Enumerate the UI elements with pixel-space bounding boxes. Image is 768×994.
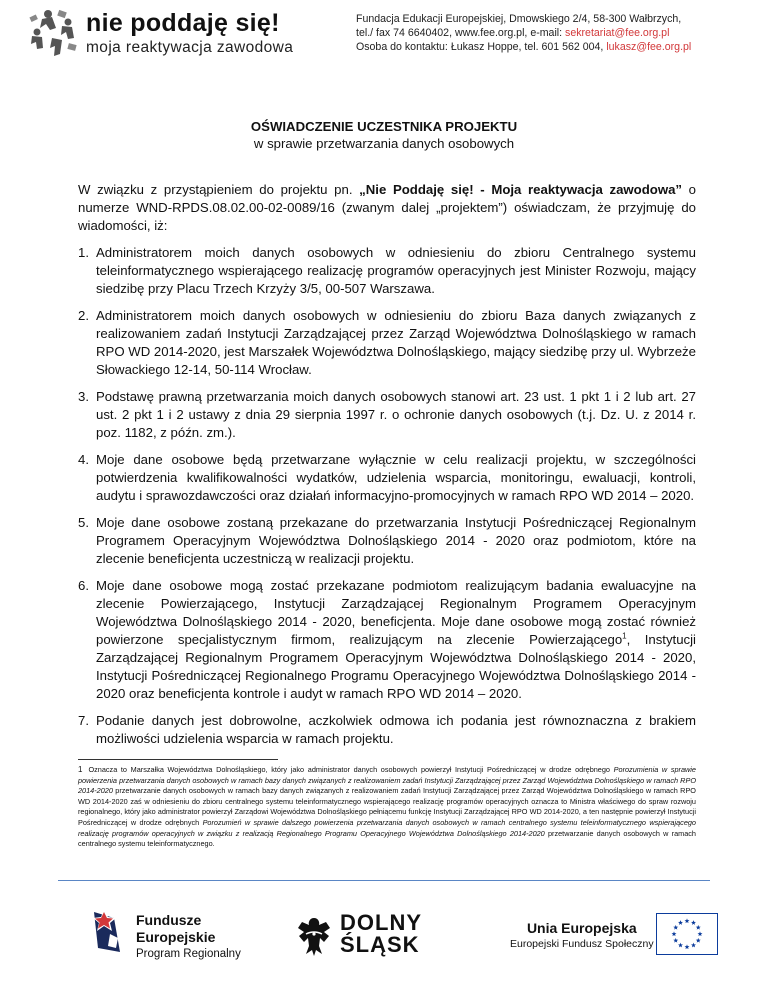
footnote-text: przetwarzanie danych osobowych w ramach bazy danych związanych z realizowaniem zadań Instytucji Zarządzającej przez Zarząd Województwa Dolnośląskiego w ramach RPO WD 2014-2020 zaś w odniesieniu do zbioru centralnego systemu teleinformatycznego wspierającego realizację programów operacyjnych oznacza to Ministra właściwego do spraw rozwoju regionalnego, który jako administrator powierzył Zarządowi Województwa Dolnośląskiego pełniącemu funkcję Instytucji Zarządzającej RPO WD 2014-2020, a ten następnie powierzył Instytucji Pośredniczącej w drodze odrębnych	[78, 786, 696, 827]
fe-line2: Europejskie	[136, 929, 216, 945]
footnote	[78, 765, 696, 850]
list-item-number: 6.	[78, 578, 89, 593]
fundusze-europejskie-logo	[136, 912, 241, 963]
list-item-text: Podanie danych jest dobrowolne, aczkolwiek odmowa ich podania jest równoznaczna z brakiem możliwości udzielenia wsparcia w ramach projektu.	[96, 713, 696, 746]
list-item	[78, 244, 696, 298]
footnote-italic-text: Porozumień w sprawie dalszego powierzenia przetwarzania danych osobowych w ramach centralnego systemu teleinformatycznego wspierającego realizację programów operacyjnych w związku z realizacją Regionalnego Programu Operacyjnego Województwa Dolnośląskiego 2014-2020	[78, 817, 696, 838]
footnote-reference[interactable]: 1	[622, 631, 627, 641]
email-link-sekretariat[interactable]: sekretariat@fee.org.pl	[565, 27, 670, 39]
list-item-number: 1.	[78, 245, 89, 260]
list-item-number: 7.	[78, 713, 89, 728]
list-item	[78, 388, 696, 442]
list-item	[78, 514, 696, 568]
intro-paragraph	[78, 181, 696, 235]
figures-logo-icon	[28, 8, 80, 58]
eu-flag-icon	[656, 913, 718, 955]
contact-info	[356, 12, 691, 54]
footer-divider	[58, 880, 710, 881]
list-item	[78, 307, 696, 379]
contact-phone-line	[356, 26, 691, 40]
list-item-text-cont: , Instytucji Zarządzającej Regionalnym Programem Operacyjnym Województwa Dolnośląskiego 2014 - 2020, Instytucji Pośredniczącej Regionalnego Programu Operacyjnego Województwa Dolnośląskiego 2014 - 2020 oraz beneficjenta kontrole i audyt w ramach RPO WD 2014 – 2020.	[96, 632, 696, 701]
list-item	[78, 712, 696, 748]
document-body	[78, 181, 696, 757]
logo-subtitle: moja reaktywacja zawodowa	[86, 39, 294, 56]
list-item-number: 2.	[78, 308, 89, 323]
contact-address: Fundacja Edukacji Europejskiej, Dmowskiego 2/4, 58-300 Wałbrzych,	[356, 13, 682, 25]
project-name: „Nie Poddaję się! - Moja reaktywacja zawodowa”	[359, 182, 683, 197]
logo-title: nie poddaję się!	[86, 9, 280, 37]
list-item	[78, 451, 696, 505]
intro-text-before: W związku z przystąpieniem do projektu pn.	[78, 182, 360, 197]
document-title: OŚWIADCZENIE UCZESTNIKA PROJEKTU	[250, 119, 518, 134]
list-item-text: Moje dane osobowe zostaną przekazane do przetwarzania Instytucji Pośredniczącej Regionalnym Programem Operacyjnym Województwa Dolnośląskiego 2014 - 2020 oraz podmiotom, które na zlecenie beneficjenta uczestniczą w realizacji projektu.	[96, 515, 696, 566]
list-item	[78, 577, 696, 703]
unia-europejska-logo	[510, 920, 654, 952]
list-item-text: Moje dane osobowe będą przetwarzane wyłącznie w celu realizacji projektu, w szczególności potwierdzenia kwalifikowalności wydatków, udzielenia wsparcia, monitoringu, ewaluacji, kontroli, audytu i sprawozdawczości oraz działań informacyjno-promocyjnych w ramach RPO WD 2014 – 2020.	[96, 452, 696, 503]
ds-line1: DOLNY	[340, 910, 422, 935]
email-link-lukasz[interactable]: lukasz@fee.org.pl	[606, 41, 692, 53]
fundusze-europejskie-icon	[90, 908, 128, 956]
footnote-divider	[78, 759, 278, 760]
document-subtitle: w sprawie przetwarzania danych osobowych	[253, 136, 515, 151]
list-item-text: Moje dane osobowe mogą zostać przekazane podmiotom realizującym badania ewaluacyjne na zlecenie Powierzającego, Instytucji Zarządzającej Regionalnym Programem Operacyjnym Województwa Dolnośląskiego 2014 - 2020, beneficjenta. Moje dane osobowe mogą zostać również powierzone specjalistycznym firmom, realizującym na zlecenie Powierzającego	[96, 578, 696, 647]
list-item-text: Administratorem moich danych osobowych w odniesieniu do zbioru Centralnego systemu teleinformatycznego wspierającego realizację programów operacyjnych jest Minister Rozwoju, mający siedzibę przy Placu Trzech Krzyży 3/5, 00-507 Warszawa.	[96, 245, 696, 296]
footnote-text: Oznacza to Marszałka Województwa Dolnośląskiego, który jako administrator danych osobowych powierzył Instytucji Pośredniczącej w drodze odrębnego	[88, 765, 614, 774]
list-item-number: 3.	[78, 389, 89, 404]
funding-logos-footer	[0, 880, 768, 994]
ue-line1: Unia Europejska	[526, 920, 637, 936]
silesian-eagle-icon	[296, 914, 332, 958]
list-item-text: Administratorem moich danych osobowych w odniesieniu do zbioru Baza danych związanych z realizowaniem zadań Instytucji Zarządzającej przez Zarząd Województwa Dolnośląskiego w ramach RPO WD 2014-2020, jest Marszałek Województwa Dolnośląskiego, mający siedzibę przy ul. Wybrzeże Słowackiego 12-14, 50-114 Wrocław.	[96, 308, 696, 377]
document-title-block	[0, 118, 768, 152]
footnote-mark: 1	[78, 765, 83, 774]
list-item-number: 5.	[78, 515, 89, 530]
contact-person: Osoba do kontaktu: Łukasz Hoppe, tel. 601 562 004,	[356, 41, 607, 53]
footnote-text: przetwarzanie danych osobowych w ramach centralnego systemu teleinformatycznego.	[78, 828, 696, 849]
fe-line1: Fundusze	[136, 912, 202, 928]
list-item-number: 4.	[78, 452, 89, 467]
footnote-italic-text: Porozumienia w sprawie powierzenia przetwarzania danych osobowych w ramach bazy danych związanych z realizowaniem zadań Instytucji Zarządzającej przez Zarząd Województwa Dolnośląskiego w ramach RPO 2014-2020	[78, 765, 696, 796]
contact-phone: tel./ fax 74 6640402, www.fee.org.pl, e-mail:	[356, 27, 566, 39]
ue-line2: Europejski Fundusz Społeczny	[510, 938, 654, 950]
list-item-text: Podstawę prawną przetwarzania moich danych osobowych stanowi art. 23 ust. 1 pkt 1 i 2 lub art. 27 ust. 2 pkt 1 i 2 ustawy z dnia 29 sierpnia 1997 r. o ochronie danych osobowych (t.j. Dz. U. z 2014 r. poz. 1182, z późn. zm.).	[96, 389, 696, 440]
ds-line2: ŚLĄSK	[340, 932, 420, 957]
fe-line3: Program Regionalny	[136, 948, 241, 960]
statement-list	[78, 244, 696, 748]
letterhead	[0, 0, 768, 70]
intro-text-after: o numerze WND-RPDS.08.02.00-02-0089/16 (zwanym dalej „projektem”) oświadczam, że przyjmuję do wiadomości, iż:	[78, 182, 697, 233]
contact-person-line	[356, 40, 691, 54]
dolny-slask-logo	[340, 912, 422, 956]
